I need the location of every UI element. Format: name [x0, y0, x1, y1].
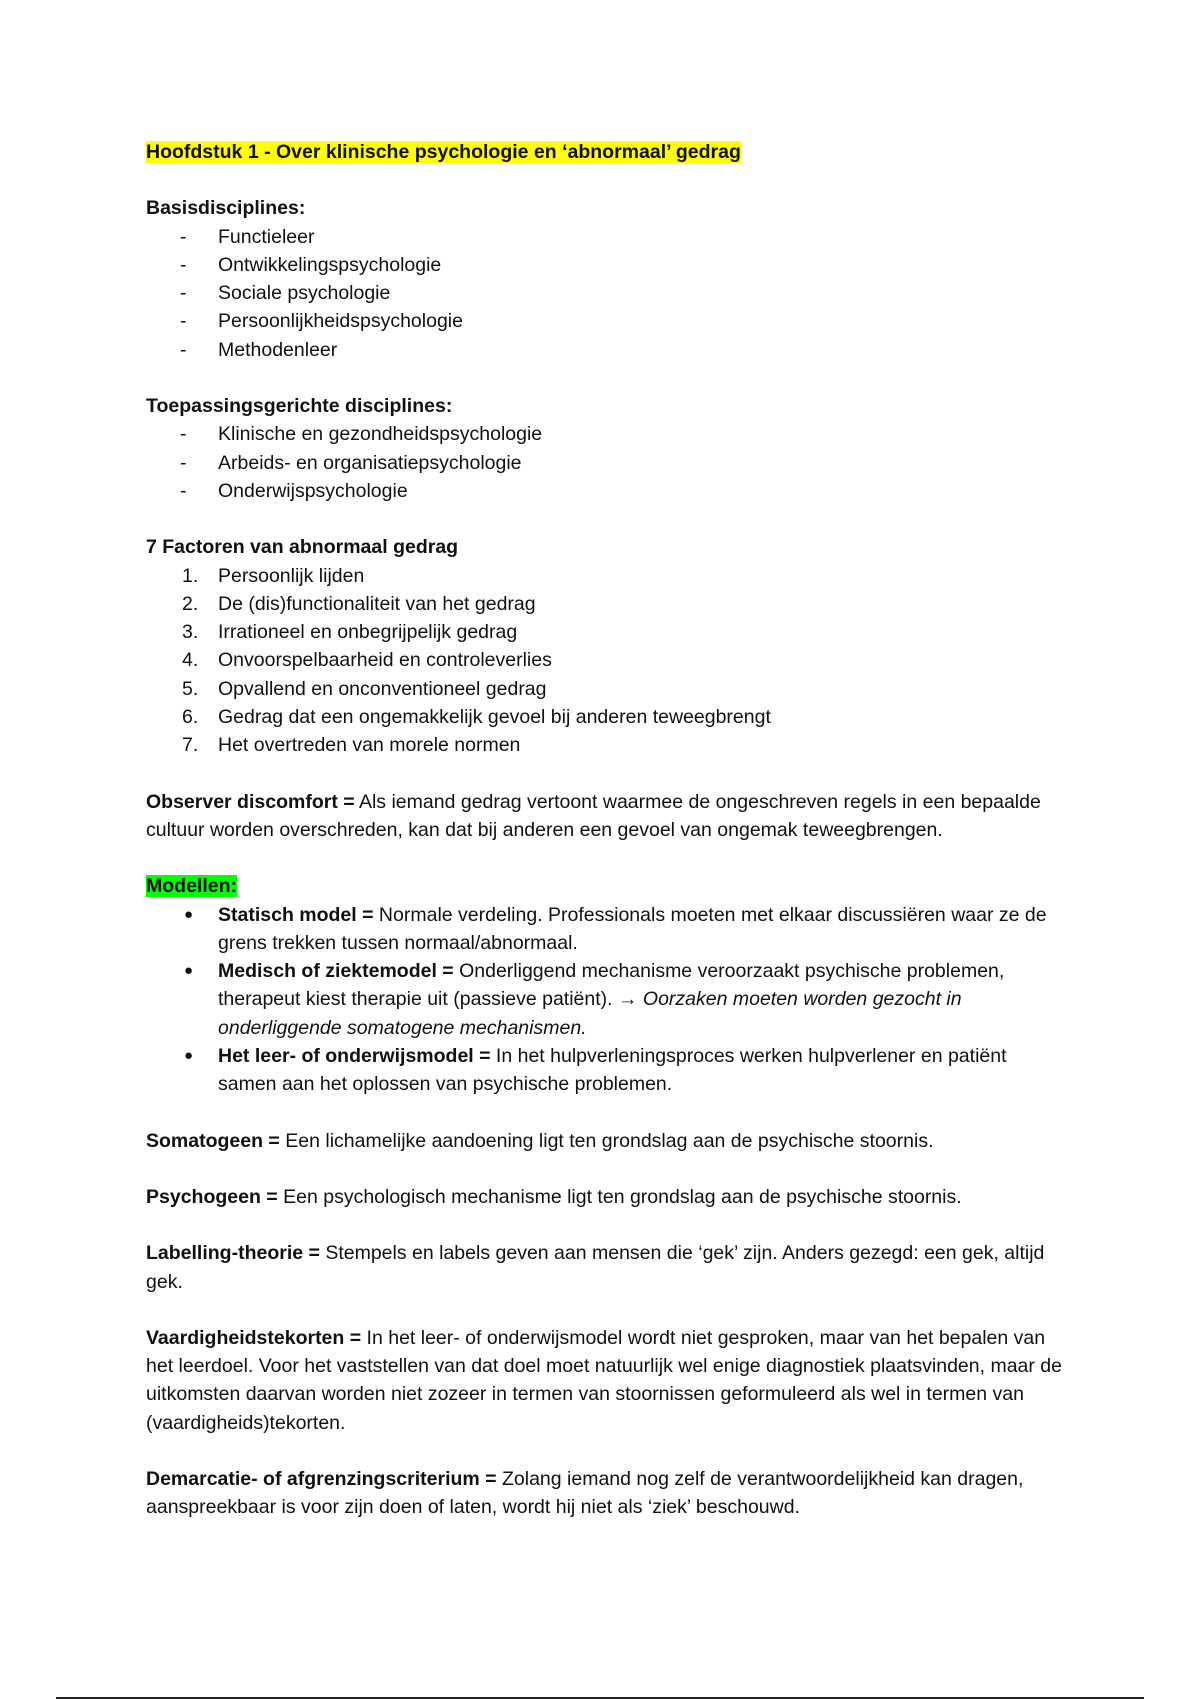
list-item — [146, 307, 1066, 335]
dash-marker: - — [180, 225, 187, 248]
somatogeen-paragraph — [146, 1127, 1066, 1155]
list-item-text: Ontwikkelingspsychologie — [218, 253, 442, 276]
list-item — [146, 251, 1066, 279]
list-item — [146, 449, 1066, 477]
page-bottom-rule — [56, 1697, 1144, 1699]
list-item — [146, 901, 1066, 958]
number-marker: 3. — [182, 621, 199, 644]
number-marker: 5. — [182, 677, 199, 700]
demarcatie-paragraph — [146, 1465, 1066, 1522]
definition-text: Als iemand gedrag vertoont waarmee de ongeschreven regels in een bepaalde cultuur worden overschreden, kan dat bij anderen een gevoel van ongemak teweegbrengen. — [146, 790, 1041, 841]
dash-marker: - — [180, 338, 187, 361]
factoren-heading: 7 Factoren van abnormaal gedrag — [146, 536, 459, 559]
modellen-list — [146, 901, 1066, 1099]
list-item — [146, 562, 1066, 590]
toepassing-heading: Toepassingsgerichte disciplines: — [146, 395, 453, 418]
list-item-text: Onvoorspelbaarheid en controleverlies — [218, 649, 552, 672]
definition-term: Medisch of ziektemodel = — [218, 960, 454, 983]
number-marker: 2. — [182, 592, 199, 615]
toepassing-section — [146, 392, 1066, 505]
definition-text: Onderliggend mechanisme veroorzaakt psychische problemen, therapeut kiest therapie uit (passieve patiënt). → — [218, 960, 1005, 1011]
list-item-text: Sociale psychologie — [218, 282, 391, 305]
toepassing-list — [146, 420, 1066, 505]
basis-list — [146, 223, 1066, 364]
basis-heading: Basisdisciplines: — [146, 197, 306, 220]
list-item-text: Opvallend en onconventioneel gedrag — [218, 677, 547, 700]
dash-marker: - — [180, 423, 187, 446]
dash-marker: - — [180, 310, 187, 333]
list-item — [146, 420, 1066, 448]
factoren-section — [146, 533, 1066, 759]
list-item — [146, 336, 1066, 364]
definition-term: Somatogeen = — [146, 1129, 280, 1152]
definition-text: Normale verdeling. Professionals moeten met elkaar discussiëren waar ze de grens trekken tussen normaal/abnormaal. — [218, 903, 1047, 954]
number-marker: 1. — [182, 564, 199, 587]
definition-term: Labelling-theorie = — [146, 1242, 320, 1265]
list-item-text: Persoonlijkheidspsychologie — [218, 310, 463, 333]
list-item-text: Onderwijspsychologie — [218, 479, 408, 502]
definition-text: In het leer- of onderwijsmodel wordt niet gesproken, maar van het bepalen van het leerdoel. Voor het vaststellen van dat doel moet natuurlijk wel enige diagnostiek plaatsvinden, maar de uitkomsten daarvan worden niet zozeer in termen van stoornissen geformuleerd als wel in termen van (vaardigheids)tekorten. — [146, 1326, 1062, 1434]
list-item-text: Irrationeel en onbegrijpelijk gedrag — [218, 621, 518, 644]
vaardigheid-paragraph — [146, 1324, 1066, 1437]
definition-text: In het hulpverleningsproces werken hulpverlener en patiënt samen aan het oplossen van psychische problemen. — [218, 1045, 1007, 1096]
list-item — [146, 477, 1066, 505]
number-marker: 6. — [182, 706, 199, 729]
number-marker: 4. — [182, 649, 199, 672]
list-item-text: Gedrag dat een ongemakkelijk gevoel bij anderen teweegbrengt — [218, 706, 771, 729]
list-item — [146, 731, 1066, 759]
basis-section — [146, 194, 1066, 364]
list-item-text: Functieleer — [218, 225, 315, 248]
list-item-text: Methodenleer — [218, 338, 338, 361]
bullet-marker: ● — [184, 905, 194, 923]
chapter-title: Hoofdstuk 1 - Over klinische psychologie en ‘abnormaal’ gedrag — [146, 141, 741, 163]
list-item — [146, 957, 1066, 1042]
list-item — [146, 1042, 1066, 1099]
definition-text: Een lichamelijke aandoening ligt ten grondslag aan de psychische stoornis. — [279, 1129, 934, 1152]
definition-text: Stempels en labels geven aan mensen die ‘gek’ zijn. Anders gezegd: een gek, altijd gek. — [146, 1242, 1045, 1293]
modellen-heading: Modellen: — [146, 875, 237, 898]
list-item — [146, 618, 1066, 646]
list-item-text: Arbeids- en organisatiepsychologie — [218, 451, 522, 474]
document-page — [146, 138, 1066, 1522]
labelling-paragraph — [146, 1239, 1066, 1296]
list-item — [146, 703, 1066, 731]
definition-italic-text: Oorzaken moeten worden gezocht in onderliggende somatogene mechanismen. — [218, 988, 962, 1039]
list-item-text: Persoonlijk lijden — [218, 564, 365, 587]
modellen-heading-row — [146, 872, 1066, 900]
list-item-text: Het overtreden van morele normen — [218, 734, 521, 757]
definition-term: Vaardigheidstekorten = — [146, 1326, 362, 1349]
definition-text: Zolang iemand nog zelf de verantwoordelijkheid kan dragen, aanspreekbaar is voor zijn doen of laten, wordt hij niet als ‘ziek’ beschouwd. — [146, 1467, 1024, 1519]
list-item-text: Klinische en gezondheidspsychologie — [218, 423, 543, 446]
definition-term: Demarcatie- of afgrenzingscriterium = — [146, 1467, 497, 1490]
factoren-list — [146, 562, 1066, 760]
list-item — [146, 646, 1066, 674]
number-marker: 7. — [182, 734, 199, 757]
modellen-section — [146, 872, 1066, 1098]
dash-marker: - — [180, 451, 187, 474]
list-item — [146, 223, 1066, 251]
list-item — [146, 590, 1066, 618]
observer-paragraph — [146, 788, 1066, 845]
list-item — [146, 675, 1066, 703]
list-item-text: De (dis)functionaliteit van het gedrag — [218, 592, 536, 615]
dash-marker: - — [180, 479, 187, 502]
list-item — [146, 279, 1066, 307]
definition-term: Het leer- of onderwijsmodel = — [218, 1045, 491, 1068]
chapter-title-row — [146, 138, 1066, 166]
definition-term: Statisch model = — [218, 903, 374, 926]
psychogeen-paragraph — [146, 1183, 1066, 1211]
dash-marker: - — [180, 253, 187, 276]
dash-marker: - — [180, 282, 187, 305]
bullet-marker: ● — [184, 962, 194, 980]
definition-term: Observer discomfort = — [146, 790, 355, 813]
bullet-marker: ● — [184, 1047, 194, 1065]
definition-term: Psychogeen = — [146, 1185, 278, 1208]
definition-text: Een psychologisch mechanisme ligt ten grondslag aan de psychische stoornis. — [277, 1185, 962, 1208]
